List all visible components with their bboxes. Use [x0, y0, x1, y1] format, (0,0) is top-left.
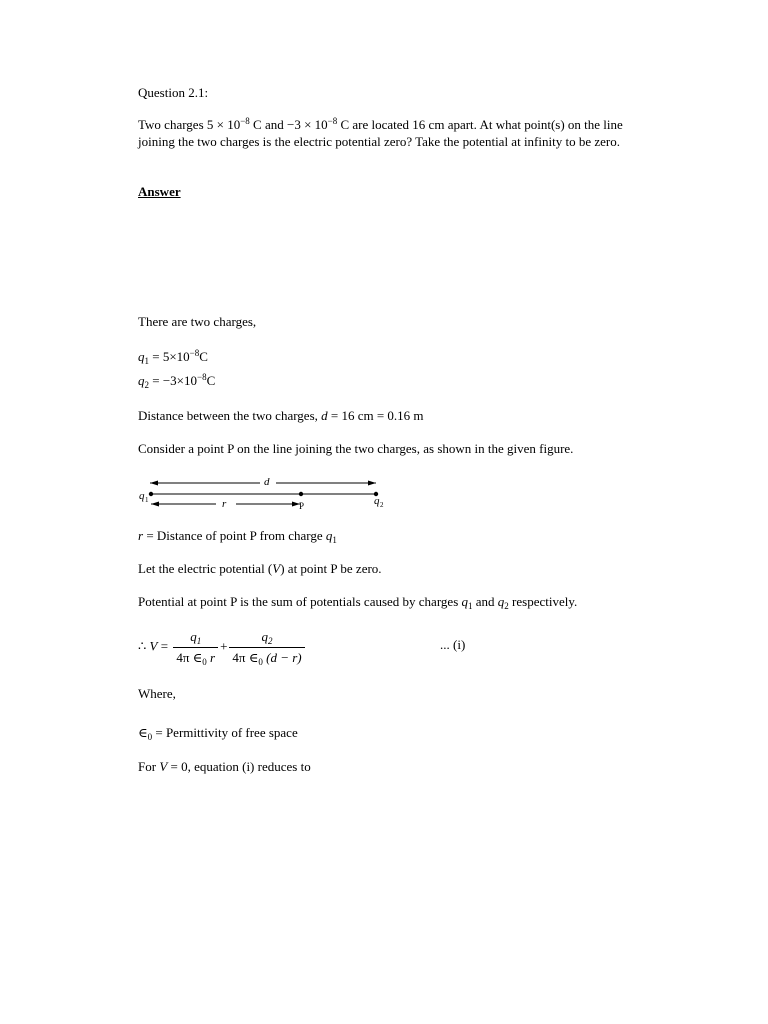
d-arrow-left-head — [150, 481, 158, 486]
q1-unit: C — [199, 349, 208, 364]
answer-heading: Answer — [138, 184, 181, 199]
den1-b: r — [206, 650, 216, 665]
den2-a: 4π ∈ — [232, 650, 259, 665]
r-def-text: = Distance of point P from charge — [143, 528, 326, 543]
num1-symbol: q — [190, 629, 197, 644]
distance-before: Distance between the two charges, — [138, 408, 322, 423]
potential-sum-text — [138, 594, 577, 611]
where-text: Where, — [138, 686, 176, 701]
charge-line-figure — [136, 470, 396, 514]
question-text-part3: C are located 16 cm apart. At what point(s) on the line joining the two charges is the electric potential zero? Take the potential at infinity to be zero. — [138, 117, 623, 149]
permittivity-sub: 0 — [147, 732, 153, 742]
let-potential-symbol: V — [272, 561, 281, 576]
potential-sum-after: respectively. — [508, 594, 578, 609]
let-potential-text — [138, 561, 382, 578]
q1-dot — [149, 492, 153, 496]
permittivity-symbol: ∈ — [138, 725, 148, 740]
distance-text — [138, 408, 424, 425]
q2-sub: 2 — [144, 380, 149, 390]
num2-sub: 2 — [268, 636, 273, 646]
equation-plus: + — [220, 638, 228, 654]
for-v-before: For — [138, 759, 160, 774]
fraction-2-numerator — [229, 628, 304, 648]
potential-sum-before: Potential at point P is the sum of potentials caused by charges — [138, 594, 462, 609]
question-title: Question 2.1: — [138, 85, 209, 100]
r-def-charge: q — [325, 528, 333, 543]
equation-tag: ... (i) — [440, 637, 466, 652]
question-text-part1: Two charges 5 × 10 — [138, 117, 241, 132]
fraction-1 — [173, 628, 218, 667]
den1-sub: 0 — [202, 657, 207, 667]
let-potential-before: Let the electric potential ( — [138, 561, 273, 576]
q2-symbol: q — [138, 373, 145, 388]
for-v-after: = 0, equation (i) reduces to — [167, 759, 311, 774]
potential-sum-q1: q — [461, 594, 469, 609]
question-text — [138, 117, 648, 150]
d-arrow-right-head — [368, 481, 376, 486]
potential-sum-sub1: 1 — [468, 601, 473, 611]
equation-lhs: V — [149, 638, 158, 654]
r-def-sub: 1 — [332, 535, 337, 545]
permittivity-desc: = Permittivity of free space — [152, 725, 298, 740]
q2-equation — [138, 373, 215, 390]
fraction-2 — [229, 628, 304, 667]
let-potential-after: ) at point P be zero. — [280, 561, 382, 576]
fraction-1-numerator — [173, 628, 218, 648]
label-d: d — [264, 476, 270, 488]
intro-text: There are two charges, — [138, 314, 257, 329]
question-exp1: −8 — [240, 116, 250, 126]
question-exp2: −8 — [327, 116, 338, 126]
q1-expr: = 5×10 — [149, 349, 190, 364]
equation-equals: = — [157, 638, 172, 654]
for-v-symbol: V — [159, 759, 168, 774]
den2-sub: 0 — [258, 657, 263, 667]
fraction-1-denominator — [173, 648, 218, 667]
q1-equation — [138, 349, 208, 366]
potential-sum-and: and — [472, 594, 498, 609]
q2-exp: −8 — [197, 372, 207, 382]
label-p: P — [299, 501, 305, 511]
num2-symbol: q — [261, 629, 269, 644]
r-def-symbol: r — [138, 528, 144, 543]
label-q1: q — [139, 490, 145, 502]
label-q2: q — [374, 495, 380, 507]
q1-exp: −8 — [189, 348, 200, 358]
question-text-part2: C and −3 × 10 — [249, 117, 328, 132]
therefore-symbol: ∴ — [138, 638, 150, 654]
q2-unit: C — [206, 373, 216, 388]
q1-symbol: q — [138, 349, 145, 364]
potential-equation — [138, 628, 307, 667]
label-q2-sub: 2 — [380, 501, 384, 509]
fraction-2-denominator — [229, 648, 304, 667]
num1-sub: 1 — [196, 636, 202, 646]
distance-symbol: d — [321, 408, 328, 423]
r-definition — [138, 528, 337, 545]
consider-text: Consider a point P on the line joining the two charges, as shown in the given figure. — [138, 441, 574, 456]
r-arrow-left-head — [151, 502, 159, 507]
for-v-text — [138, 759, 311, 776]
potential-sum-q2: q — [497, 594, 505, 609]
den2-b: (d − r) — [262, 650, 302, 665]
potential-sum-sub2: 2 — [504, 601, 509, 611]
label-r: r — [222, 498, 227, 510]
distance-after: = 16 cm = 0.16 m — [327, 408, 424, 423]
permittivity-text — [138, 725, 298, 742]
den1-a: 4π ∈ — [176, 650, 203, 665]
q2-expr: = −3×10 — [149, 373, 197, 388]
label-q1-sub: 1 — [145, 496, 149, 504]
q1-sub: 1 — [144, 356, 149, 366]
p-dot — [299, 492, 303, 496]
